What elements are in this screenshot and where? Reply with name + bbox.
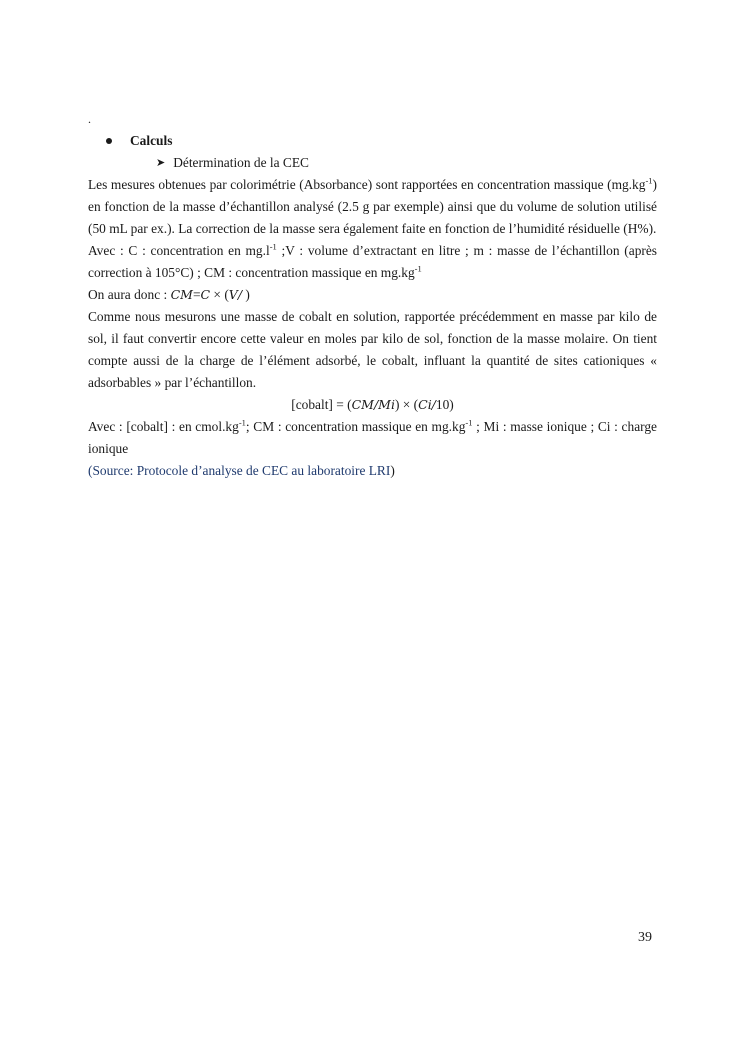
formula-cobalt xyxy=(88,394,657,416)
avec2-text-1: Avec : [cobalt] : en cmol.kg xyxy=(88,419,239,434)
math-equals: = xyxy=(192,287,201,302)
subsection-heading xyxy=(88,152,657,174)
source-citation: Source: Protocole d’analyse de CEC au laboratoire LRI xyxy=(92,463,391,478)
subsection-heading-text: Détermination de la CEC xyxy=(173,155,309,170)
avec-text-2: ;V : volume d’extractant en litre ; m : masse de l’échantillon (après correction à 105°C) ; CM : concentration massique en mg.kg xyxy=(88,243,657,280)
arrow-bullet-icon: ➤ xyxy=(156,157,166,169)
paragraph-avec-definitions xyxy=(88,240,657,284)
math-v: V/ xyxy=(228,287,243,302)
bullet-icon xyxy=(106,138,112,144)
formula-suffix: ) xyxy=(242,287,250,302)
superscript: -1 xyxy=(645,175,653,186)
paragraph-mesures-text-2: ) en fonction de la masse d’échantillon analysé (2.5 g par exemple) ainsi que du volume de solution utilisé (50 mL par ex.). La correction de la masse sera également faite en fonction de l’humidité résiduelle (H%). xyxy=(88,177,657,236)
formula-cm xyxy=(88,284,657,306)
math-cm: CM xyxy=(170,287,193,302)
math-cm-mi: CM/Mi xyxy=(351,397,395,412)
formula-cobalt-prefix: [cobalt] = ( xyxy=(291,397,352,412)
paragraph-cobalt: Comme nous mesurons une masse de cobalt en solution, rapportée précédemment en masse par kilo de sol, il faut convertir encore cette valeur en moles par kilo de sol, fonction de la masse molaire. On tient compte aussi de la charge de l’élément adsorbé, le cobalt, influant la quantité de sites cationiques « adsorbables » par l’échantillon. xyxy=(88,309,657,390)
section-heading-calculs xyxy=(88,130,657,152)
superscript: -1 xyxy=(269,241,277,252)
formula-cobalt-mid: ) × ( xyxy=(394,397,419,412)
section-heading-text: Calculs xyxy=(130,133,173,148)
avec2-text-3: ; Mi : masse ionique ; Ci : charge ionique xyxy=(88,419,657,456)
formula-cobalt-suffix: 10) xyxy=(435,397,454,412)
source-close-paren: ) xyxy=(390,463,395,478)
page-number: 39 xyxy=(638,930,652,945)
source-line xyxy=(88,460,657,482)
paragraph-avec-cobalt xyxy=(88,416,657,460)
math-c: C xyxy=(200,287,211,302)
leading-dot: . xyxy=(88,112,91,126)
superscript: -1 xyxy=(414,263,422,274)
math-times: × ( xyxy=(210,287,229,302)
source-open-paren: ( xyxy=(88,463,93,478)
superscript: -1 xyxy=(238,417,246,428)
paragraph-mesures-text-1: Les mesures obtenues par colorimétrie (Absorbance) sont rapportées en concentration massique (mg.kg xyxy=(88,177,646,192)
avec2-text-2: ; CM : concentration massique en mg.kg xyxy=(245,419,466,434)
superscript: -1 xyxy=(465,417,473,428)
avec-text-1: Avec : C : concentration en mg.l xyxy=(88,243,270,258)
paragraph-mesures xyxy=(88,174,657,240)
document-body xyxy=(88,108,657,482)
math-ci: Ci/ xyxy=(418,397,436,412)
formula-prefix: On aura donc : xyxy=(88,287,171,302)
